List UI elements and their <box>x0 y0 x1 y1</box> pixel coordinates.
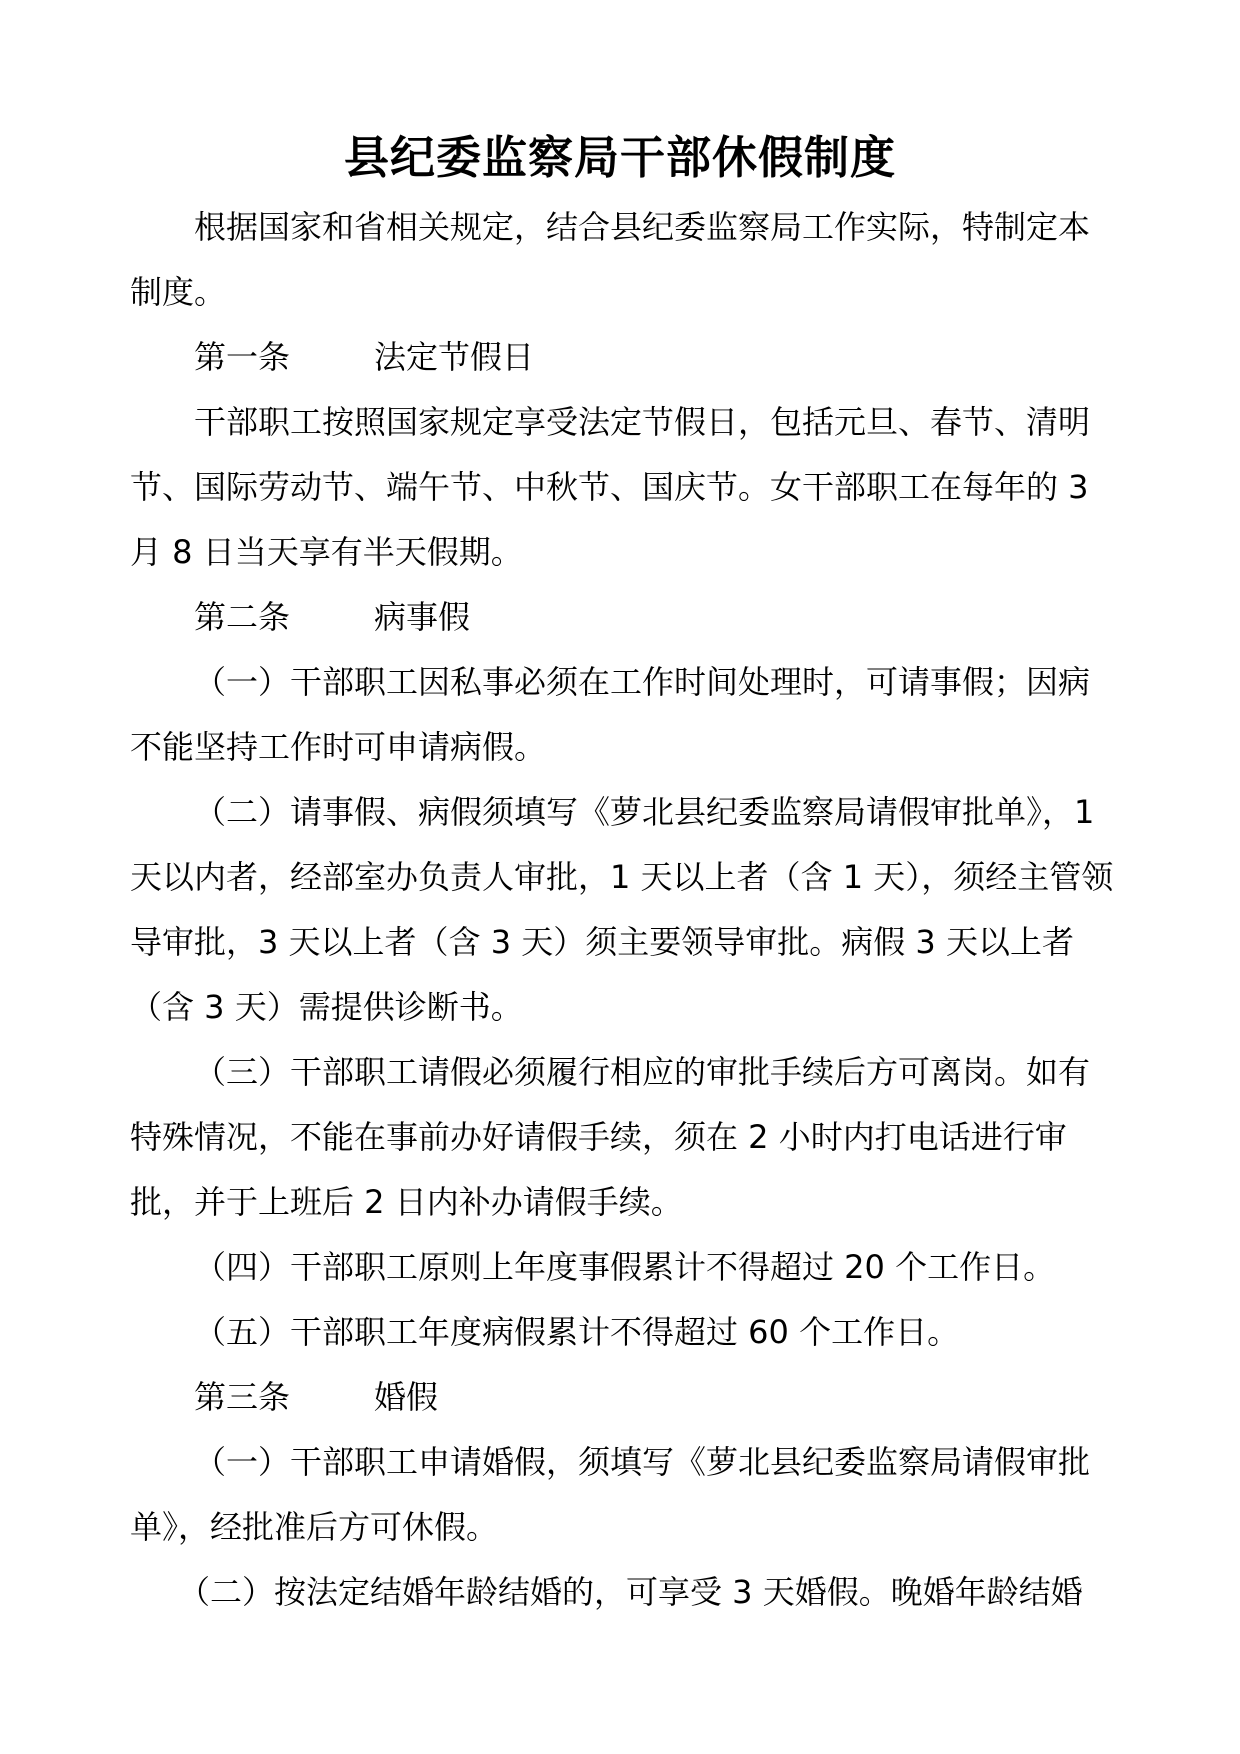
article-2-clause-2: （二）请事假、病假须填写《萝北县纪委监察局请假审批单》，1 天以内者，经部室办负责人审批，1 天以上者（含 1 天），须经主管领导审批，3 天以上者（含 3 天）须主要领导审批。病假 3 天以上者（含 3 天）需提供诊断书。 <box>130 793 1114 1026</box>
article-number: 第三条 <box>194 1378 291 1416</box>
article-2-clause-3: （三）干部职工请假必须履行相应的审批手续后方可离岗。如有特殊情况，不能在事前办好请假手续，须在 2 小时内打电话进行审批，并于上班后 2 日内补办请假手续。 <box>130 1053 1091 1221</box>
article-3-heading <box>130 1365 1118 1430</box>
article-1-heading <box>130 325 1118 390</box>
intro-paragraph: 根据国家和省相关规定，结合县纪委监察局工作实际，特制定本制度。 <box>130 208 1091 311</box>
article-3-clause-2: （二）按法定结婚年龄结婚的，可享受 3 天婚假。晚婚年龄结婚 <box>178 1573 1083 1611</box>
article-number: 第一条 <box>194 338 291 376</box>
article-1-paragraph: 干部职工按照国家规定享受法定节假日，包括元旦、春节、清明节、国际劳动节、端午节、中秋节、国庆节。女干部职工在每年的 3 月 8 日当天享有半天假期。 <box>130 403 1099 571</box>
article-title: 法定节假日 <box>374 338 535 376</box>
article-2-clause-5: （五）干部职工年度病假累计不得超过 60 个工作日。 <box>194 1313 960 1351</box>
article-3-clause-1: （一）干部职工申请婚假，须填写《萝北县纪委监察局请假审批单》，经批准后方可休假。 <box>130 1443 1091 1546</box>
article-number: 第二条 <box>194 598 291 636</box>
article-title: 婚假 <box>374 1378 439 1416</box>
article-2-clause-4: （四）干部职工原则上年度事假累计不得超过 20 个工作日。 <box>194 1248 1056 1286</box>
article-2-heading <box>130 585 1118 650</box>
article-title: 病事假 <box>374 598 471 636</box>
article-2-clause-1: （一）干部职工因私事必须在工作时间处理时，可请事假；因病不能坚持工作时可申请病假。 <box>130 663 1091 766</box>
document-title: 县纪委监察局干部休假制度 <box>343 131 896 184</box>
document-body <box>130 195 1118 1625</box>
